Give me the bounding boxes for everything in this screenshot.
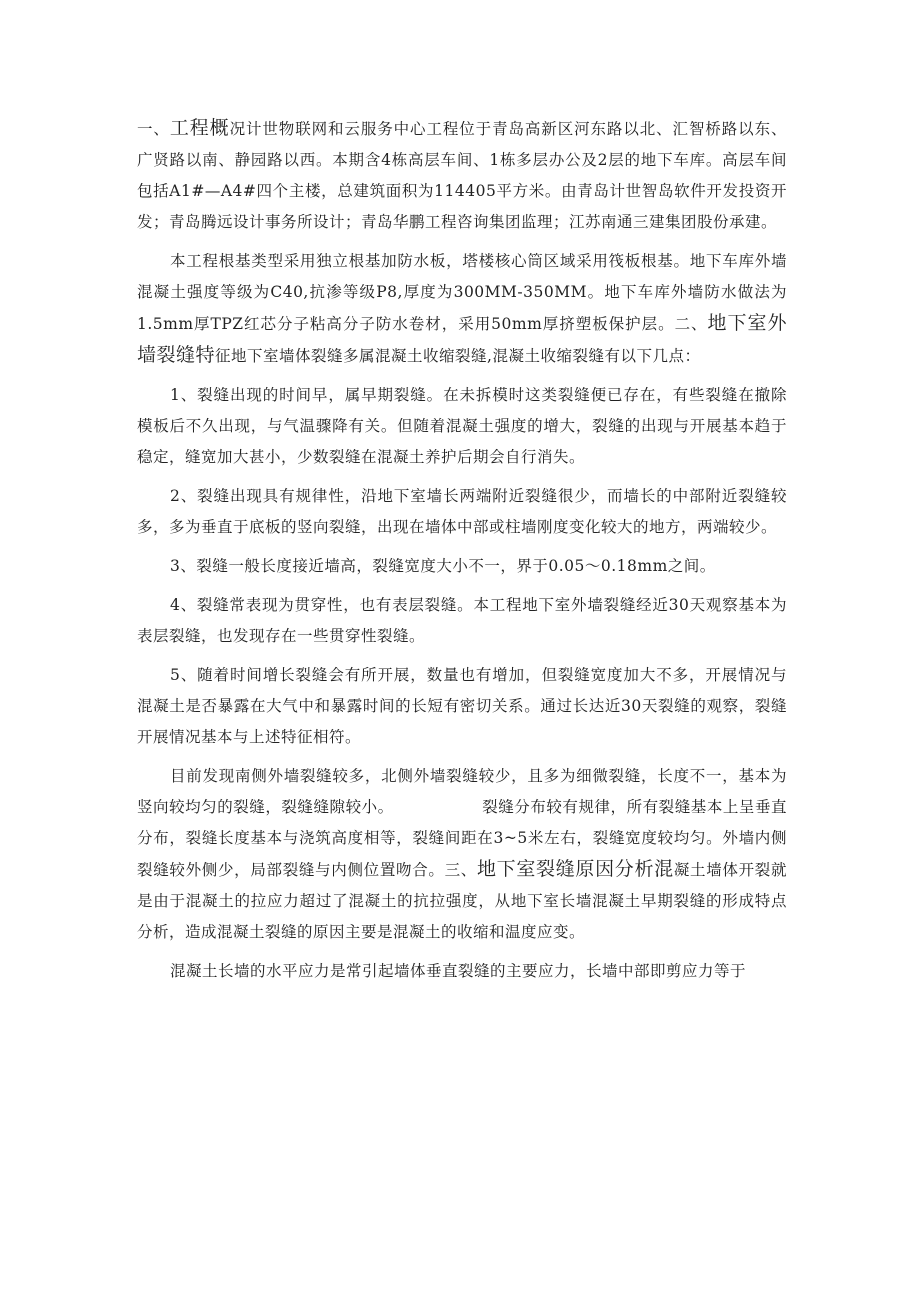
paragraph-8 bbox=[137, 761, 787, 948]
paragraph-text: 目前发现南侧外墙裂缝较多，北侧外墙裂缝较少，且多为细微裂缝，长度不一，基本为竖向较均匀的裂缝，裂缝缝隙较小。 裂缝分布较有规律，所有裂缝基本上呈垂直分布，裂缝长度基本与浇筑高度相等，裂缝间距在3~5米左右，裂缝宽度较均匀。外墙内侧裂缝较外侧少，局部裂缝与内侧位置吻合。三、 bbox=[137, 767, 787, 879]
paragraph-text: 3、裂缝一般长度接近墙高，裂缝宽度大小不一，界于0.05～0.18mm之间。 bbox=[170, 557, 716, 575]
paragraph-2 bbox=[137, 246, 787, 372]
document-body bbox=[137, 113, 787, 995]
section-heading: 地下室外墙裂缝特 bbox=[137, 312, 787, 366]
paragraph-9 bbox=[137, 956, 787, 987]
section-heading: 地下室裂缝原因分析混 bbox=[476, 858, 674, 880]
paragraph-text: 凝土墙体开裂就是由于混凝土的拉应力超过了混凝土的抗拉强度，从地下室长墙混凝土早期裂缝的形成特点分析，造成混凝土裂缝的原因主要是混凝土的收缩和温度应变。 bbox=[137, 861, 787, 941]
paragraph-text: 征地下室墙体裂缝多属混凝土收缩裂缝,混凝土收缩裂缝有以下几点： bbox=[215, 347, 701, 365]
paragraph-5 bbox=[137, 551, 787, 582]
paragraph-7 bbox=[137, 660, 787, 753]
paragraph-text: 4、裂缝常表现为贯穿性，也有表层裂缝。本工程地下室外墙裂缝经近30天观察基本为表层裂缝，也发现存在一些贯穿性裂缝。 bbox=[137, 596, 787, 645]
paragraph-1 bbox=[137, 113, 787, 238]
paragraph-text: 本工程根基类型采用独立根基加防水板，塔楼核心筒区域采用筏板根基。地下车库外墙混凝土强度等级为C40,抗渗等级P8,厚度为300MM-350MM。地下车库外墙防水做法为1.5mm厚TPZ红芯分子粘高分子防水卷材，采用50mm厚挤塑板保护层。二、 bbox=[137, 252, 787, 333]
paragraph-text: 1、裂缝出现的时间早，属早期裂缝。在未拆模时这类裂缝便已存在，有些裂缝在撤除模板后不久出现，与气温骤降有关。但随着混凝土强度的增大，裂缝的出现与开展基本趋于稳定，缝宽加大甚小，少数裂缝在混凝土养护后期会自行消失。 bbox=[137, 386, 787, 466]
paragraph-text: 一、 bbox=[137, 120, 170, 138]
paragraph-6 bbox=[137, 590, 787, 652]
paragraph-text: 2、裂缝出现具有规律性，沿地下室墙长两端附近裂缝很少，而墙长的中部附近裂缝较多，多为垂直于底板的竖向裂缝，出现在墙体中部或柱墙刚度变化较大的地方，两端较少。 bbox=[137, 487, 787, 536]
section-heading: 工程概 bbox=[169, 117, 230, 139]
paragraph-text: 5、随着时间增长裂缝会有所开展，数量也有增加，但裂缝宽度加大不多，开展情况与混凝土是否暴露在大气中和暴露时间的长短有密切关系。通过长达近30天裂缝的观察，裂缝开展情况基本与上述特征相符。 bbox=[137, 666, 787, 746]
paragraph-text: 况计世物联网和云服务中心工程位于青岛高新区河东路以北、汇智桥路以东、广贤路以南、静园路以西。本期含4栋高层车间、1栋多层办公及2层的地下车库。高层车间包括A1#—A4#四个主楼，总建筑面积为114405平方米。由青岛计世智岛软件开发投资开发；青岛腾远设计事务所设计；青岛华鹏工程咨询集团监理；江苏南通三建集团股份承建。 bbox=[137, 120, 787, 231]
paragraph-text: 混凝土长墙的水平应力是常引起墙体垂直裂缝的主要应力，长墙中部即剪应力等于 bbox=[170, 962, 747, 980]
paragraph-4 bbox=[137, 481, 787, 543]
paragraph-3 bbox=[137, 380, 787, 473]
